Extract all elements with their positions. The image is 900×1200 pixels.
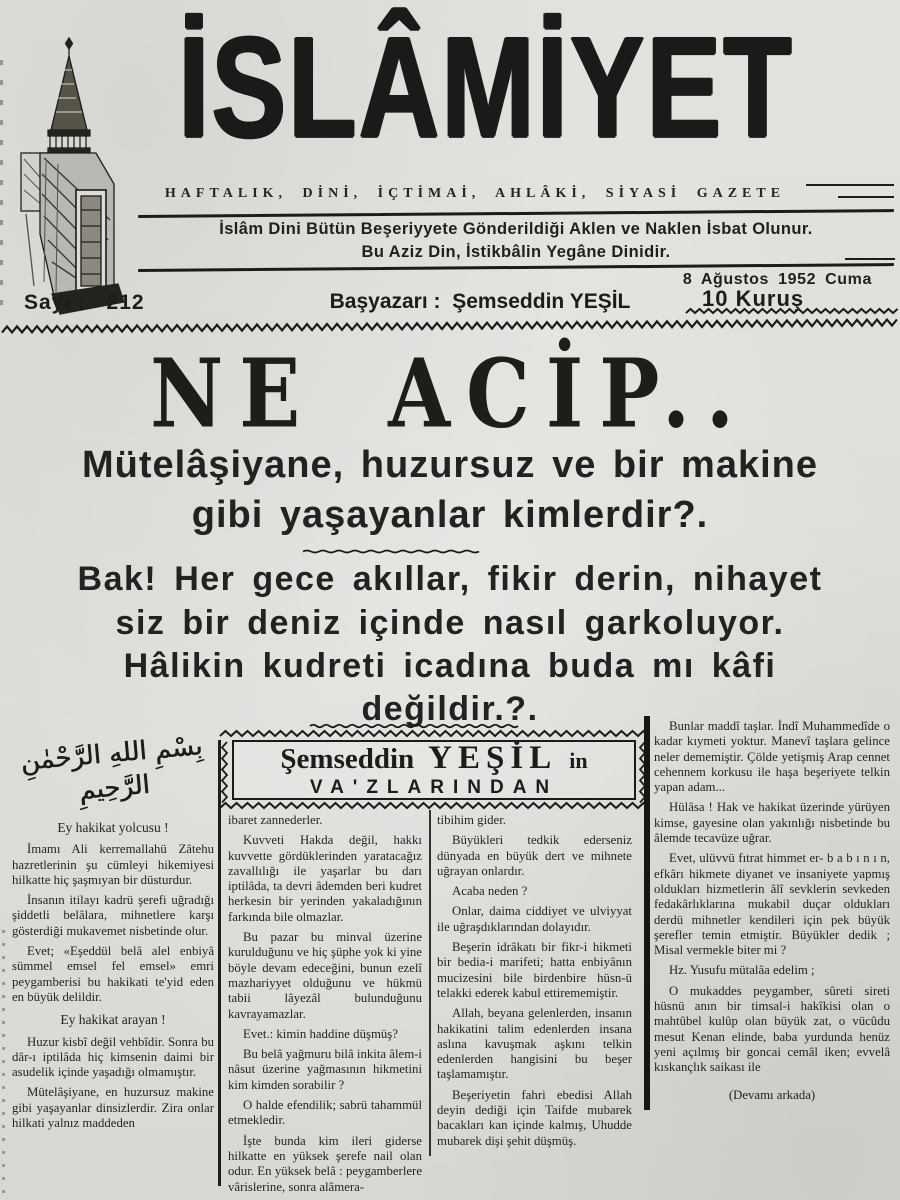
lead-line-2: siz bir deniz içinde nasıl garkoluyor.: [115, 604, 785, 642]
article-paragraph: Büyükleri tedkik ederseniz dünyada en büyük dert ve mihnete uğrayan onlardır.: [437, 833, 632, 878]
issue-number: 212: [106, 291, 145, 314]
rule-stub: [838, 196, 894, 198]
author-first-name: Şemseddin: [280, 742, 415, 775]
column-divider-bold: [644, 716, 650, 1110]
article-paragraph: Huzur kisbî değil vehbîdir. Sonra bu dâr-ı iptilâda hiç kimsenin daimi bir asudelik içinde yaşadığı olmamıştır.: [12, 1034, 214, 1080]
editor-name: Şemseddin YEŞİL: [452, 290, 631, 313]
article-paragraph: Bunlar maddî taşlar. İndî Muhammedîde o kadar kıymeti yoktur. Manevî taşlara gelince neler dememiştir. Çölde yetişmiş Arap cennet cehennem korkusu ile haşa beşeriyete telkin yapan adam...: [654, 719, 890, 795]
besmele-calligraphy: بِسْمِ اللهِ الرَّحْمٰنِ الرَّحِيمِ: [19, 731, 204, 806]
article-paragraph: O halde efendilik; sabrü tahammül etmekledir.: [228, 1098, 422, 1128]
article-paragraph: Mütelâşiyane, en huzursuz makine gibi yaşayanlar dinsizlerdir. Zira onlar hilkati yalnız maddeden: [12, 1085, 214, 1131]
article-paragraph: Beşerin idrâkatı bir fikr-i hikmeti bir bedia-i marifeti; hatta enbiyânın mucizesini bile birdenbire hüsn-ü telakki ederek kabul ettirememiştir.: [437, 940, 632, 1000]
date-line: 8 Ağustos 1952 Cuma: [682, 271, 872, 288]
masthead: [128, 7, 844, 184]
article-heading: Ey hakikat arayan !: [60, 1012, 166, 1028]
article-paragraph: İmamı Ali kerremallahü Zâtehu hazretlerinin şu cümleyi hikemiyesi hilkatte hiç şaşmıyan bir düsturdur.: [12, 842, 214, 887]
article-paragraph: İşte bunda kim ileri giderse hilkatte en yüksek şerefe nail olan odur. En yüksek belâ : peygamberlere vârislerine, sonra alâmera-: [228, 1133, 422, 1194]
sermon-box-title: [280, 739, 588, 776]
slogan-line-1: İslâm Dini Bütün Beşeriyyete Gönderildiği Aklen ve Naklen İsbat Olunur.: [219, 220, 813, 238]
article-paragraph: Kuvveti Hakda değil, hakkı kuvvette gördüklerinden yaratacağız zavallılığı ile yaşarlar bu darı iptilâda, ta devri âdemden beri kudret herkesin bir yerinden yakaladığının farkında bile olmazlar.: [228, 833, 422, 924]
slogan-line-2: Bu Aziz Din, İstikbâlin Yegâne Dinidir.: [361, 243, 671, 261]
rule-stub: [845, 258, 895, 260]
editor-row: [290, 290, 670, 314]
scan-edge-artifact: [2, 930, 5, 1200]
article-paragraph: Bu belâ yağmuru bilâ inkita âlem-i nâsut üzerine yağmasının hikmetini kim kimden sorabilir ?: [228, 1047, 422, 1092]
article-paragraph: Acaba neden ?: [452, 884, 528, 899]
lead-line-1: Bak! Her gece akıllar, fikir derin, nihayet: [77, 560, 823, 598]
article-paragraph: tibihim gider.: [437, 813, 506, 827]
article-column-4: [654, 719, 890, 1108]
article-heading: Ey hakikat yolcusu !: [57, 820, 169, 835]
article-paragraph: O mukaddes peygamber, sûreti sireti hüsnü anın bir timsal-i hakîkisi olan o mahtûbel kulûp olan büyük zat, o vücûdu mesut Kenan elinde, baba yurdunda henüz yeni açılmış bir goncai cemâl iken; evvelâ kıskançlık saikası ile: [654, 983, 890, 1075]
article-paragraph: Evet, ulüvvü fıtrat himmet er- b a b ı n ı n, efkârı hikmete diyanet ve insaniyete yapmış oldukları hizmetlerin âlî sevklerin sevkeden fedakârlıklarına mukabil duçar oldukları derdü mihnetler kendileri için pek büyük şerefler temin etmiştir. Büyükler dedik ; Misal vermekle biter mi ?: [654, 851, 890, 958]
main-headline: [0, 338, 900, 449]
zigzag-border-top: [220, 730, 648, 738]
sermon-box-frame: [232, 740, 636, 800]
scan-edge-artifact: [0, 60, 3, 320]
article-paragraph: Allah, beyana gelenlerden, insanın hakikatini talim edenlerden insana aslına kavuşmak aşkını telkin edenlerden hangisini bu beşer taşlamamıştır.: [437, 1006, 632, 1082]
sermon-box: [220, 732, 648, 808]
subheadline-1: Mütelâşiyane, huzursuz ve bir makine: [82, 444, 818, 486]
article-paragraph: Evet.: kimin haddine düşmüş?: [243, 1026, 398, 1041]
wave-divider: [303, 549, 473, 555]
minaret-illustration: [6, 34, 132, 320]
issue-number-row: [24, 291, 145, 315]
wave-divider: [310, 723, 517, 730]
article-paragraph: İnsanın itilayı kadrü şerefi uğradığı şiddetli belâlara, mihnetlere karşı gösterdiği mukavemet nisbetinde olur.: [12, 893, 214, 938]
rule-stub: [806, 184, 894, 186]
masthead-subtitle: HAFTALIK, DİNİ, İÇTİMAİ, AHLÂKİ, SİYASİ GAZETE: [164, 186, 786, 201]
lead-line-3: Hâlikin kudreti icadına buda mı kâfi: [123, 647, 777, 685]
article-paragraph: Onlar, daima ciddiyet ve ulviyyat ile uğraşdıklarından dolayıdır.: [437, 904, 632, 934]
horizontal-rule: [138, 209, 894, 217]
sermon-box-subtitle: VA'ZLARINDAN: [309, 776, 559, 798]
column-divider: [429, 810, 431, 1156]
article-paragraph: Bu pazar bu minval üzerine kurulduğunu ve hiç şüphe yok ki yine böyle devam edeceğini, bunun ezelî mazhariyyet olduğunu ve hükmü tabii lâyezâl bulunduğunu kavrayamazlar.: [228, 930, 422, 1021]
author-surname: YEŞİL: [428, 739, 558, 776]
continuation-note: (Devamı arkada): [728, 1087, 816, 1102]
article-paragraph: Hz. Yusufu mütalâa edelim ;: [669, 963, 815, 978]
newspaper-title: İSLÂMİYET: [178, 7, 794, 168]
price: 10 Kuruş: [702, 286, 805, 311]
zigzag-divider-header: [2, 318, 896, 335]
editor-label: Başyazarı :: [329, 290, 441, 313]
article-paragraph: Beşeriyetin fahri ebedisi Allah deyin dediği için Taifde mubarek bacakları kan içinde kalmış, Uhudde mubarek dişi şehit düşmüş.: [437, 1087, 632, 1148]
issue-label: Sayı :: [24, 291, 87, 314]
zigzag-divider-short: [686, 308, 896, 316]
article-paragraph: Evet; «Eşeddül belâ alel enbiyâ sümmel emsel fel emsel» emri peygamberisi bu hakikati te'yid eden en büyük delildir.: [12, 944, 214, 1004]
lead-line-4: değildir.?.: [361, 690, 539, 728]
article-paragraph: ibaret zannederler.: [228, 813, 323, 827]
zigzag-border-left: [221, 742, 229, 798]
main-headline-text: NE ACİP..: [150, 338, 750, 449]
column-divider: [218, 740, 221, 1186]
zigzag-border-bottom: [220, 802, 648, 810]
subheadline-2: gibi yaşayanlar kimlerdir?.: [191, 494, 709, 536]
possessive-suffix: in: [569, 747, 588, 773]
article-column-1: [12, 731, 214, 1136]
article-column-3: [437, 813, 632, 1154]
article-column-2: [228, 813, 422, 1200]
article-paragraph: Hülâsa ! Hak ve hakikat üzerinde yürüyen kimse, gayesine olan yakınlığı nisbetinde bu âlemde tecavüze uğrar.: [654, 800, 890, 846]
